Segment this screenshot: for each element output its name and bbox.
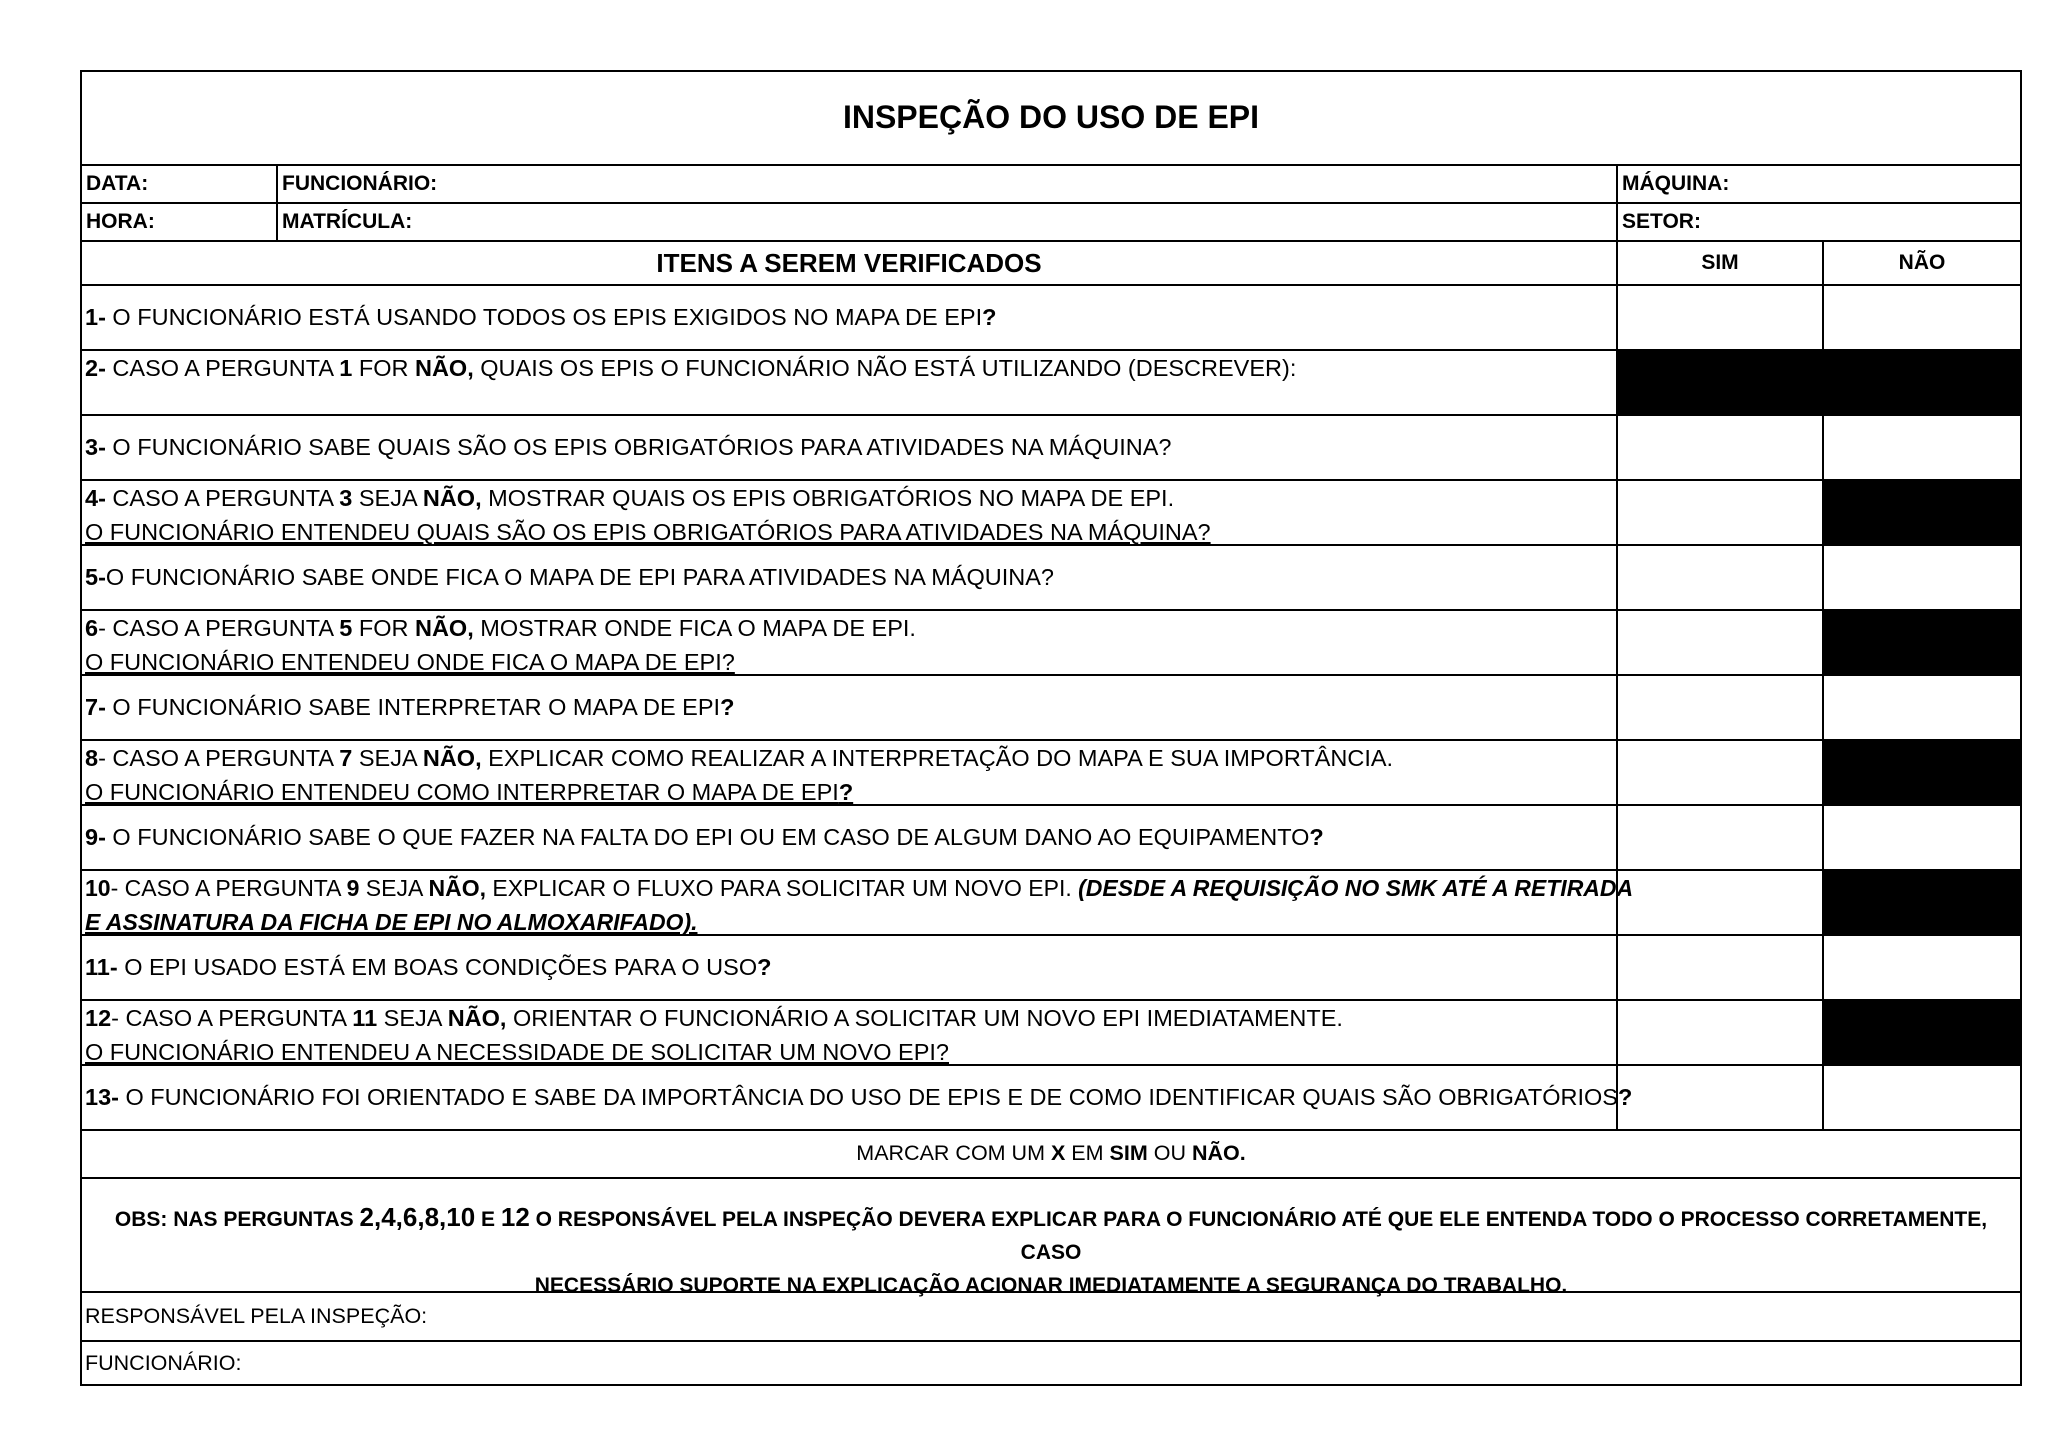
answer-sim-cell[interactable] [1616,481,1822,544]
question-text: 10- CASO A PERGUNTA 9 SEJA NÃO, EXPLICAR O FLUXO PARA SOLICITAR UM NOVO EPI. (DESDE A REQUISIÇÃO NO SMK ATÉ A RETIRADA E ASSINATURA DA FICHA DE EPI NO ALMOXARIFADO). [82,871,1616,934]
question-row [82,351,2020,416]
question-row [82,611,2020,676]
employee-label: FUNCIONÁRIO: [276,166,1616,202]
question-row [82,1001,2020,1066]
question-row [82,416,2020,481]
mark-instruction: MARCAR COM UM X EM SIM OU NÃO. [856,1141,1246,1165]
question-text: 7- O FUNCIONÁRIO SABE INTERPRETAR O MAPA DE EPI? [85,694,735,720]
question-row [82,806,2020,871]
blocked-answer-cell [1616,351,2020,414]
blocked-answer-cell [1822,481,2020,544]
answer-nao-cell[interactable] [1822,546,2020,609]
blocked-answer-cell [1822,871,2020,934]
answer-sim-cell[interactable] [1616,286,1822,349]
observation-note: OBS: NAS PERGUNTAS 2,4,6,8,10 E 12 O RESPONSÁVEL PELA INSPEÇÃO DEVERA EXPLICAR PARA O FUNCIONÁRIO ATÉ QUE ELE ENTENDA TODO O PROCESSO CORRETAMENTE, CASO NECESSÁRIO SUPORTE NA EXPLICAÇÃO ACIONAR IMEDIATAMENTE A SEGURANÇA DO TRABALHO. [114,1202,1988,1297]
form-title: INSPEÇÃO DO USO DE EPI [842,99,1260,135]
sector-label: SETOR: [1616,204,2020,240]
question-number: 1- [85,304,106,330]
follow-up-question: E ASSINATURA DA FICHA DE EPI NO ALMOXARIFADO). [85,909,698,935]
answer-nao-cell[interactable] [1822,416,2020,479]
answer-nao-cell[interactable] [1822,286,2020,349]
answer-nao-cell[interactable] [1822,1066,2020,1129]
time-label: HORA: [86,210,155,233]
question-text: 8- CASO A PERGUNTA 7 SEJA NÃO, EXPLICAR COMO REALIZAR A INTERPRETAÇÃO DO MAPA E SUA IMPORTÂNCIA. O FUNCIONÁRIO ENTENDEU COMO INTERPRETAR O MAPA DE EPI? [82,741,1616,804]
answer-sim-cell[interactable] [1616,871,1822,934]
answer-sim-cell[interactable] [1616,806,1822,869]
question-row [82,936,2020,1001]
question-row [82,676,2020,741]
employee-signature-row [82,1342,2020,1384]
answer-nao-cell[interactable] [1822,806,2020,869]
machine-label: MÁQUINA: [1616,166,2020,202]
question-row [82,1066,2020,1131]
question-text: 13- O FUNCIONÁRIO FOI ORIENTADO E SABE DA IMPORTÂNCIA DO USO DE EPIS E DE COMO IDENTIFICAR QUAIS SÃO OBRIGATÓRIOS? [85,1084,1633,1110]
responsible-label: RESPONSÁVEL PELA INSPEÇÃO: [85,1304,428,1328]
answer-nao-cell[interactable] [1822,936,2020,999]
question-text: 6- CASO A PERGUNTA 5 FOR NÃO, MOSTRAR ONDE FICA O MAPA DE EPI. O FUNCIONÁRIO ENTENDEU ONDE FICA O MAPA DE EPI? [82,611,1616,674]
question-row [82,741,2020,806]
question-text: 4- CASO A PERGUNTA 3 SEJA NÃO, MOSTRAR QUAIS OS EPIS OBRIGATÓRIOS NO MAPA DE EPI. O FUNCIONÁRIO ENTENDEU QUAIS SÃO OS EPIS OBRIGATÓRIOS PARA ATIVIDADES NA MÁQUINA? [82,481,1616,544]
column-nao: NÃO [1822,242,2020,284]
question-text: 5-O FUNCIONÁRIO SABE ONDE FICA O MAPA DE EPI PARA ATIVIDADES NA MÁQUINA? [85,564,1054,590]
answer-sim-cell[interactable] [1616,1066,1822,1129]
answer-sim-cell[interactable] [1616,416,1822,479]
question-text: 3- O FUNCIONÁRIO SABE QUAIS SÃO OS EPIS OBRIGATÓRIOS PARA ATIVIDADES NA MÁQUINA? [85,434,1172,460]
column-sim: SIM [1616,242,1822,284]
header-row-1 [82,166,2020,204]
responsible-signature-row [82,1293,2020,1342]
follow-up-question: O FUNCIONÁRIO ENTENDEU QUAIS SÃO OS EPIS OBRIGATÓRIOS PARA ATIVIDADES NA MÁQUINA? [85,519,1211,545]
follow-up-question: O FUNCIONÁRIO ENTENDEU A NECESSIDADE DE SOLICITAR UM NOVO EPI? [85,1039,949,1065]
answer-sim-cell[interactable] [1616,676,1822,739]
follow-up-question: O FUNCIONÁRIO ENTENDEU COMO INTERPRETAR O MAPA DE EPI? [85,779,854,805]
mark-instruction-row [82,1131,2020,1179]
answer-sim-cell[interactable] [1616,1001,1822,1064]
answer-nao-cell[interactable] [1822,676,2020,739]
question-text: 1- O FUNCIONÁRIO ESTÁ USANDO TODOS OS EPIS EXIGIDOS NO MAPA DE EPI? [85,304,997,330]
question-text: 2- CASO A PERGUNTA 1 FOR NÃO, QUAIS OS EPIS O FUNCIONÁRIO NÃO ESTÁ UTILIZANDO (DESCREVER): [85,355,1297,381]
blocked-answer-cell [1822,1001,2020,1064]
answer-sim-cell[interactable] [1616,546,1822,609]
question-row [82,871,2020,936]
observation-row [82,1179,2020,1297]
answer-sim-cell[interactable] [1616,611,1822,674]
header-row-2 [82,204,2020,242]
date-label: DATA: [86,172,149,195]
registration-label: MATRÍCULA: [276,204,1616,240]
question-text: 9- O FUNCIONÁRIO SABE O QUE FAZER NA FALTA DO EPI OU EM CASO DE ALGUM DANO AO EQUIPAMENTO? [85,824,1324,850]
question-text: 12- CASO A PERGUNTA 11 SEJA NÃO, ORIENTAR O FUNCIONÁRIO A SOLICITAR UM NOVO EPI IMEDIATAMENTE. O FUNCIONÁRIO ENTENDEU A NECESSIDADE DE SOLICITAR UM NOVO EPI? [82,1001,1616,1064]
title-row [82,72,2020,166]
answer-sim-cell[interactable] [1616,741,1822,804]
question-text: 11- O EPI USADO ESTÁ EM BOAS CONDIÇÕES PARA O USO? [85,954,772,980]
question-row [82,546,2020,611]
employee-signature-label: FUNCIONÁRIO: [85,1351,242,1375]
blocked-answer-cell [1822,611,2020,674]
answer-sim-cell[interactable] [1616,936,1822,999]
follow-up-question: O FUNCIONÁRIO ENTENDEU ONDE FICA O MAPA DE EPI? [85,649,735,675]
blocked-answer-cell [1822,741,2020,804]
items-header-row [82,242,2020,286]
epi-inspection-form [80,70,2022,1386]
question-row [82,481,2020,546]
question-row [82,286,2020,351]
items-header: ITENS A SEREM VERIFICADOS [656,248,1042,278]
